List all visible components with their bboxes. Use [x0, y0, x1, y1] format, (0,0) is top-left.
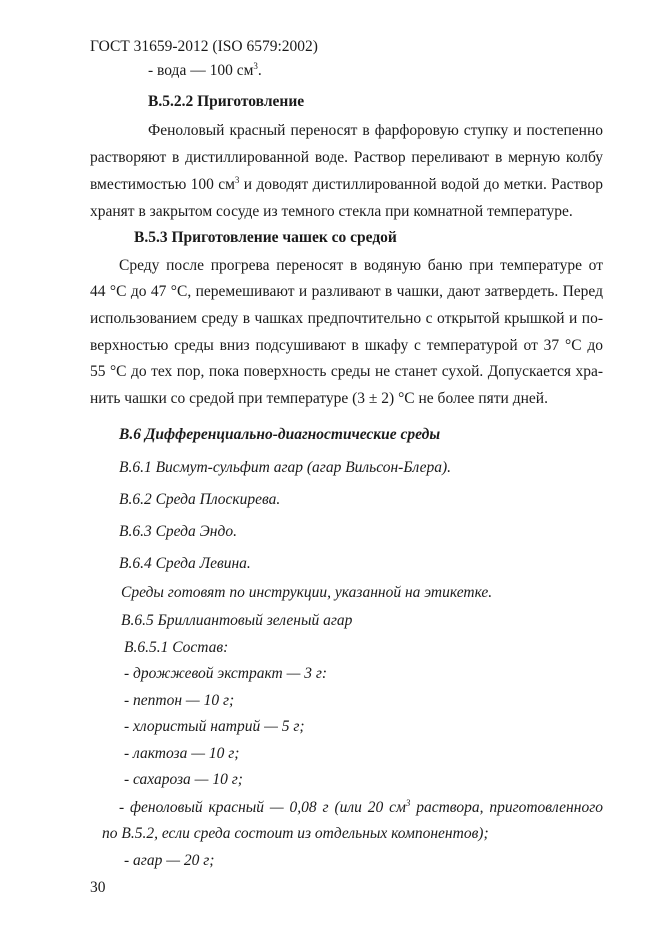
composition-item-continuation: по В.5.2, если среда состоит из отдельных компонентов);: [102, 825, 489, 842]
paragraph-line: Феноловый красный переносят в фарфоровую ступку и постепенно: [148, 122, 603, 139]
composition-item: - феноловый красный — 0,08 г (или 20 $см^3$ раствора, приготовленного: [119, 798, 603, 816]
paragraph-line: верхностью среды вниз подсушивают в шкафу с температурой от 37 °С до: [90, 337, 603, 354]
composition-item: - хлористый натрий — 5 г;: [124, 718, 305, 735]
paragraph-line: вместимостью 100 $см^3$ и доводят дистиллированной водой до метки. Раствор: [90, 175, 604, 193]
composition-item: - агар — 20 г;: [124, 852, 215, 869]
list-item: В.6.1 Висмут-сульфит агар (агар Вильсон-Блера).: [119, 459, 452, 476]
composition-item: - пептон — 10 г;: [124, 692, 235, 709]
composition-item: - сахароза — 10 г;: [124, 771, 243, 788]
paragraph-line: хранят в закрытом сосуде из темного стекла при комнатной температуре.: [90, 203, 573, 220]
section-heading-b6: В.6 Дифференциально-диагностические среды: [119, 426, 441, 443]
list-item: В.6.4 Среда Левина.: [119, 555, 251, 572]
paragraph-line: 55 °С до тех пор, пока поверхность среды не станет сухой. Допускается хра-: [90, 363, 603, 380]
document-header: ГОСТ 31659-2012 (ISO 6579:2002): [90, 38, 318, 55]
section-heading-b522: В.5.2.2 Приготовление: [148, 93, 305, 110]
page-number: 30: [90, 879, 106, 896]
composition-item: - дрожжевой экстракт — 3 г:: [124, 665, 328, 682]
list-item: В.6.3 Среда Эндо.: [119, 523, 237, 540]
paragraph-line: растворяют в дистиллированной воде. Раствор переливают в мерную колбу: [90, 149, 603, 166]
list-item: В.6.2 Среда Плоскирева.: [119, 491, 281, 508]
subsection-heading-b651: В.6.5.1 Состав:: [124, 639, 229, 656]
subsection-heading-b65: В.6.5 Бриллиантовый зеленый агар: [121, 612, 353, 629]
list-item-water: - вода — 100 $см^3$.: [148, 61, 262, 79]
section-heading-b53: В.5.3 Приготовление чашек со средой: [134, 229, 397, 246]
paragraph-line: использованием среду в чашках предпочтительно с открытой крышкой и по-: [90, 310, 603, 327]
paragraph-line: 44 °С до 47 °С, перемешивают и разливают в чашки, дают затвердеть. Перед: [90, 283, 603, 300]
note-text: Среды готовят по инструкции, указанной на этикетке.: [121, 584, 493, 601]
composition-item: - лактоза — 10 г;: [124, 745, 240, 762]
paragraph-line: Среду после прогрева переносят в водяную баню при температуре от: [119, 257, 603, 274]
paragraph-line: нить чашки со средой при температуре (3 ± 2) °С не более пяти дней.: [90, 390, 548, 407]
